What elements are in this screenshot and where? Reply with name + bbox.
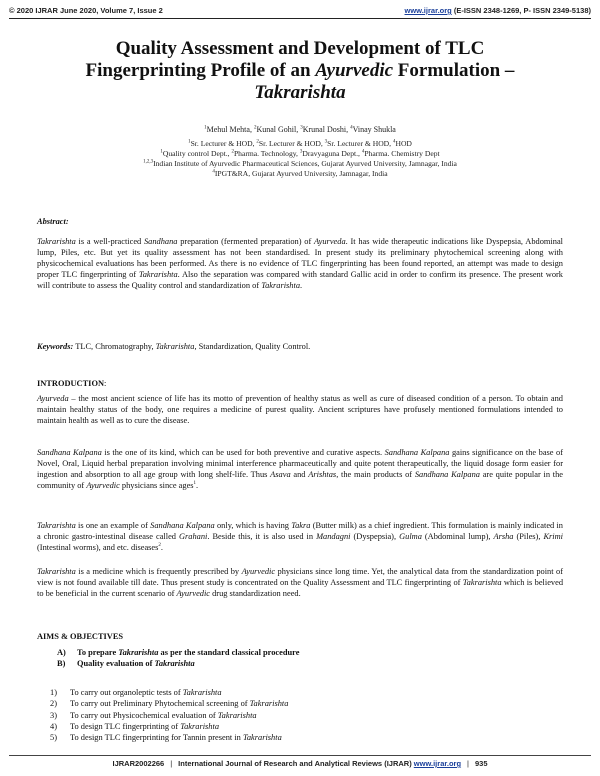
intro-paragraph-1: Ayurveda – the most ancient science of life has its motto of prevention of healthy status as well as cure of diseased condition of a person. To obtain and maintain healthy status of the body, one requires a medicine of purest quality. Ancient scriptures have profusely mentioned formulations intended to maintain health as well as to cure the disease. [37,394,563,425]
author-block [60,125,540,179]
objective-item: 5) To design TLC fingerprinting for Tannin present in Takrarishta [50,733,282,743]
intro-paragraph-4: Takrarishta is a medicine which is frequently prescribed by Ayurvedic physicians since long time. Yet, the analytical data from the standardization point of view is not found available till date. Thus present study is concentrated on the Quality Assessment and TLC fingerprinting of Takrarishta which is believed to be beneficial in the current scenario of Ayurvedic drug standardization need. [37,567,564,598]
paper-title [60,38,540,104]
objective-item: 1) To carry out organoleptic tests of Takrarishta [50,688,222,697]
author-departments: $^1$Quality control Dept., $^2$Pharma. Technology, $^3$Dravyaguna Dept., $^4$Pharma. Chemistry Dept [160,149,440,158]
aims-list [57,647,557,669]
aims-item: B) Quality evaluation of Takrarishta [57,659,195,668]
author-names: $^1$Mehul Mehta, $^2$Kunal Gohil, $^3$Krunal Doshi, $^4$Vinay Shukla [204,125,396,134]
keywords: Keywords: TLC, Chromatography, Takrarishta, Standardization, Quality Control. [37,342,311,351]
paper-id: IJRAR2002266 [112,759,165,768]
footer-site-link[interactable]: www.ijrar.org [413,759,462,768]
journal-name: International Journal of Research and Analytical Reviews (IJRAR) [178,759,412,768]
objectives-list [50,687,550,743]
aims-item: A) To prepare Takrarishta as per the standard classical procedure [57,648,300,657]
introduction-heading: INTRODUCTION: [37,379,107,388]
header-rule [9,18,591,19]
title-line-1: Quality Assessment and Development of TLC [115,38,485,59]
author-roles: $^1$Sr. Lecturer & HOD, $^2$Sr. Lecturer & HOD, $^3$Sr. Lecturer & HOD, $^4$HOD [188,139,412,148]
objective-item: 3) To carry out Physicochemical evaluation of Takrarishta [50,710,257,720]
page-number: 935 [474,759,488,768]
objective-item: 2) To carry out Preliminary Phytochemical screening of Takrarishta [50,699,289,709]
title-line-2: Fingerprinting Profile of an Ayurvedic Formulation – [85,60,515,81]
abstract-text: Takrarishta is a well-practiced Sandhana preparation (fermented preparation) of Ayurveda. It has wide therapeutic indications like Dyspepsia, Abdominal lump, Piles, etc. But yet its quality assessment has not been standardised. In present study its preliminary phytochemical screening along with physicochemical evaluations has been performed. As there is no evidence of TLC fingerprinting has been found reported, an attempt was made to design proper TLC fingerprinting of Takrarishta. Also the separation was compared with standard Gallic acid in order to confirm its presence. The present work will contribute to assess the Quality control and standardization of Takrarishta. [37,237,563,290]
journal-site-link[interactable]: www.ijrar.org [404,6,452,15]
intro-paragraph-3: Takrarishta is one an example of Sandhana Kalpana only, which is having Takra (Butter milk) as a chief ingredient. This formulation is mainly indicated in a chronic gastro-intestinal disease called Grahani. Beside this, it is also used in Mandagni (Dyspepsia), Gulma (Abdominal lump), Arsha (Piles), Krimi (Intestinal worms), and etc. diseases$^2$. [37,521,564,552]
title-line-3: Takrarishta [254,82,346,103]
journal-site-issn [405,6,592,15]
objective-item: 4) To design TLC fingerprinting of Takrarishta [50,721,220,731]
aims-heading: AIMS & OBJECTIVES [37,632,124,641]
issn-text: (E-ISSN 2348-1269, P- ISSN 2349-5138) [453,6,591,15]
page-footer: IJRAR2002266 | International Journal of Research and Analytical Reviews (IJRAR) www.ijrar.org | 935 [9,755,591,768]
journal-issue-info: © 2020 IJRAR June 2020, Volume 7, Issue 2 [9,6,163,15]
intro-paragraph-2: Sandhana Kalpana is the one of its kind, which can be used for both preventive and curative aspects. Sandhana Kalpana gains significance on the base of Novel, Oral, Liquid herbal preparation involving minimal interference pharmaceutically and quite potent therapeutically, the liquid dosage form easier for ingestion and absorption to all age group with long shelf-life. Thus Asava and Arishtas, the main products of Sandhana Kalpana are quite popular in the community of Ayurvedic physicians since ages$^1$. [37,448,564,490]
author-institution-4: $^4$IPGT&RA, Gujarat Ayurved University, Jamnagar, India [212,169,388,178]
author-institution: $^{1,2,3}$Indian Institute of Ayurvedic Pharmaceutical Sciences, Gujarat Ayurved University, Jamnagar, India [143,159,457,168]
abstract-heading: Abstract: [37,217,69,226]
